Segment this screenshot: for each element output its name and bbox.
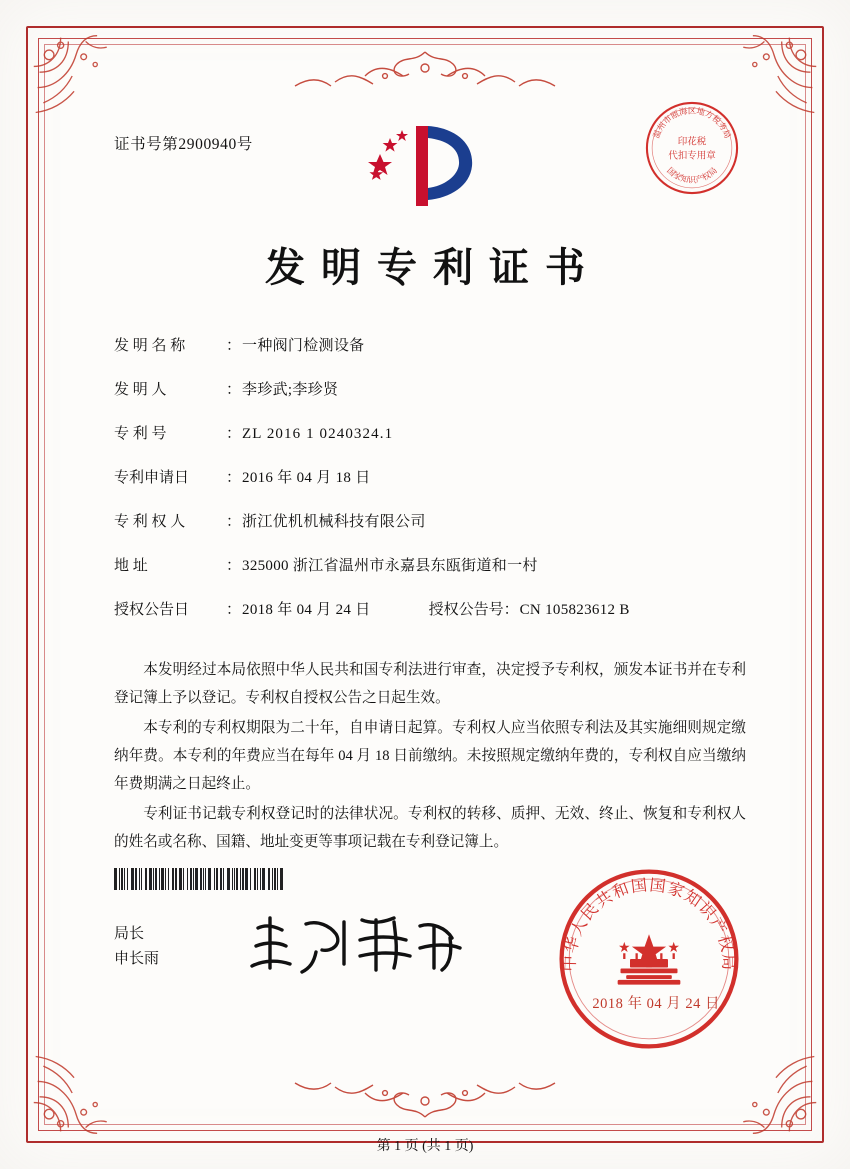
top-flourish-icon [265, 46, 585, 92]
field-list [114, 334, 754, 642]
seal-date: 2018 年 04 月 24 日 [592, 996, 720, 1012]
field-colon: ： [226, 470, 242, 486]
page-footer: 第 1 页 (共 1 页) [376, 1139, 474, 1154]
field-colon: ： [226, 514, 242, 530]
field-value-grant-date: 2018 年 04 月 24 日 [242, 602, 371, 618]
field-label: 发 明 名 称 [114, 338, 186, 354]
official-seal [554, 864, 744, 1054]
field-row-inventor [114, 378, 754, 399]
field-row-address [114, 554, 754, 575]
paragraph-1: 本发明经过本局依照中华人民共和国专利法进行审查，决定授予专利权，颁发本证书并在专利登记簿上予以登记。专利权自授权公告之日起生效。 [114, 662, 746, 706]
svg-text:温州市瓯海区地方税务局: 温州市瓯海区地方税务局 [651, 106, 733, 140]
svg-text:印花税: 印花税 [677, 137, 707, 148]
tax-stamp-seal [640, 96, 744, 200]
certificate-number: 证书号第2900940号 [114, 136, 253, 153]
signature-block [114, 922, 159, 972]
field-colon: ： [226, 426, 242, 442]
field-row-grant-publication [114, 598, 754, 619]
director-role-label: 局长 [114, 926, 145, 942]
svg-text:中华人民共和国国家知识产权局: 中华人民共和国国家知识产权局 [561, 877, 737, 972]
field-colon: ： [226, 558, 242, 574]
certificate-content [96, 96, 754, 1099]
legal-text [114, 656, 746, 858]
svg-text:代扣专用章: 代扣专用章 [668, 151, 716, 162]
field-value: 325000 浙江省温州市永嘉县东瓯街道和一村 [242, 558, 538, 574]
field-colon: ： [226, 338, 242, 354]
field-value: 浙江优机机械科技有限公司 [242, 514, 426, 530]
field-label: 专利申请日 [114, 470, 190, 486]
barcode [114, 868, 326, 890]
field-label: 发 明 人 [114, 382, 167, 398]
director-name-label: 申长雨 [114, 951, 160, 967]
page-title: 发明专利证书 [265, 245, 601, 290]
handwritten-signature [244, 908, 474, 980]
field-label-grant-number: 授权公告号 [428, 602, 504, 618]
field-value-grant-number: CN 105823612 B [519, 602, 630, 618]
field-row-application-date [114, 466, 754, 487]
field-colon: ： [226, 602, 242, 618]
field-label: 专 利 号 [114, 426, 167, 442]
field-row-patentee [114, 510, 754, 531]
field-value: 2016 年 04 月 18 日 [242, 470, 371, 486]
field-value: ZL 2016 1 0240324.1 [242, 426, 394, 442]
field-label: 专 利 权 人 [114, 514, 186, 530]
field-colon: ： [503, 602, 519, 618]
field-value: 李珍武;李珍贤 [242, 382, 339, 398]
field-label: 地 址 [114, 558, 148, 574]
field-value: 一种阀门检测设备 [242, 338, 365, 354]
paragraph-2: 本专利的专利权期限为二十年，自申请日起算。专利权人应当依照专利法及其实施细则规定缴纳年费。本专利的年费应当在每年 04 月 18 日前缴纳。未按照规定缴纳年费的，专利权自应当缴纳年费期满之日起终止。 [114, 720, 746, 792]
field-row-patent-number [114, 422, 754, 443]
svg-text:国家知识产权局: 国家知识产权局 [665, 165, 719, 185]
field-label-grant-date: 授权公告日 [114, 602, 190, 618]
paragraph-3: 专利证书记载专利权登记时的法律状况。专利权的转移、质押、无效、终止、恢复和专利权人的姓名或名称、国籍、地址变更等事项记载在专利登记簿上。 [114, 806, 746, 850]
field-row-invention-name [114, 334, 754, 355]
field-colon: ： [226, 382, 242, 398]
cnipa-logo-icon [350, 114, 500, 214]
